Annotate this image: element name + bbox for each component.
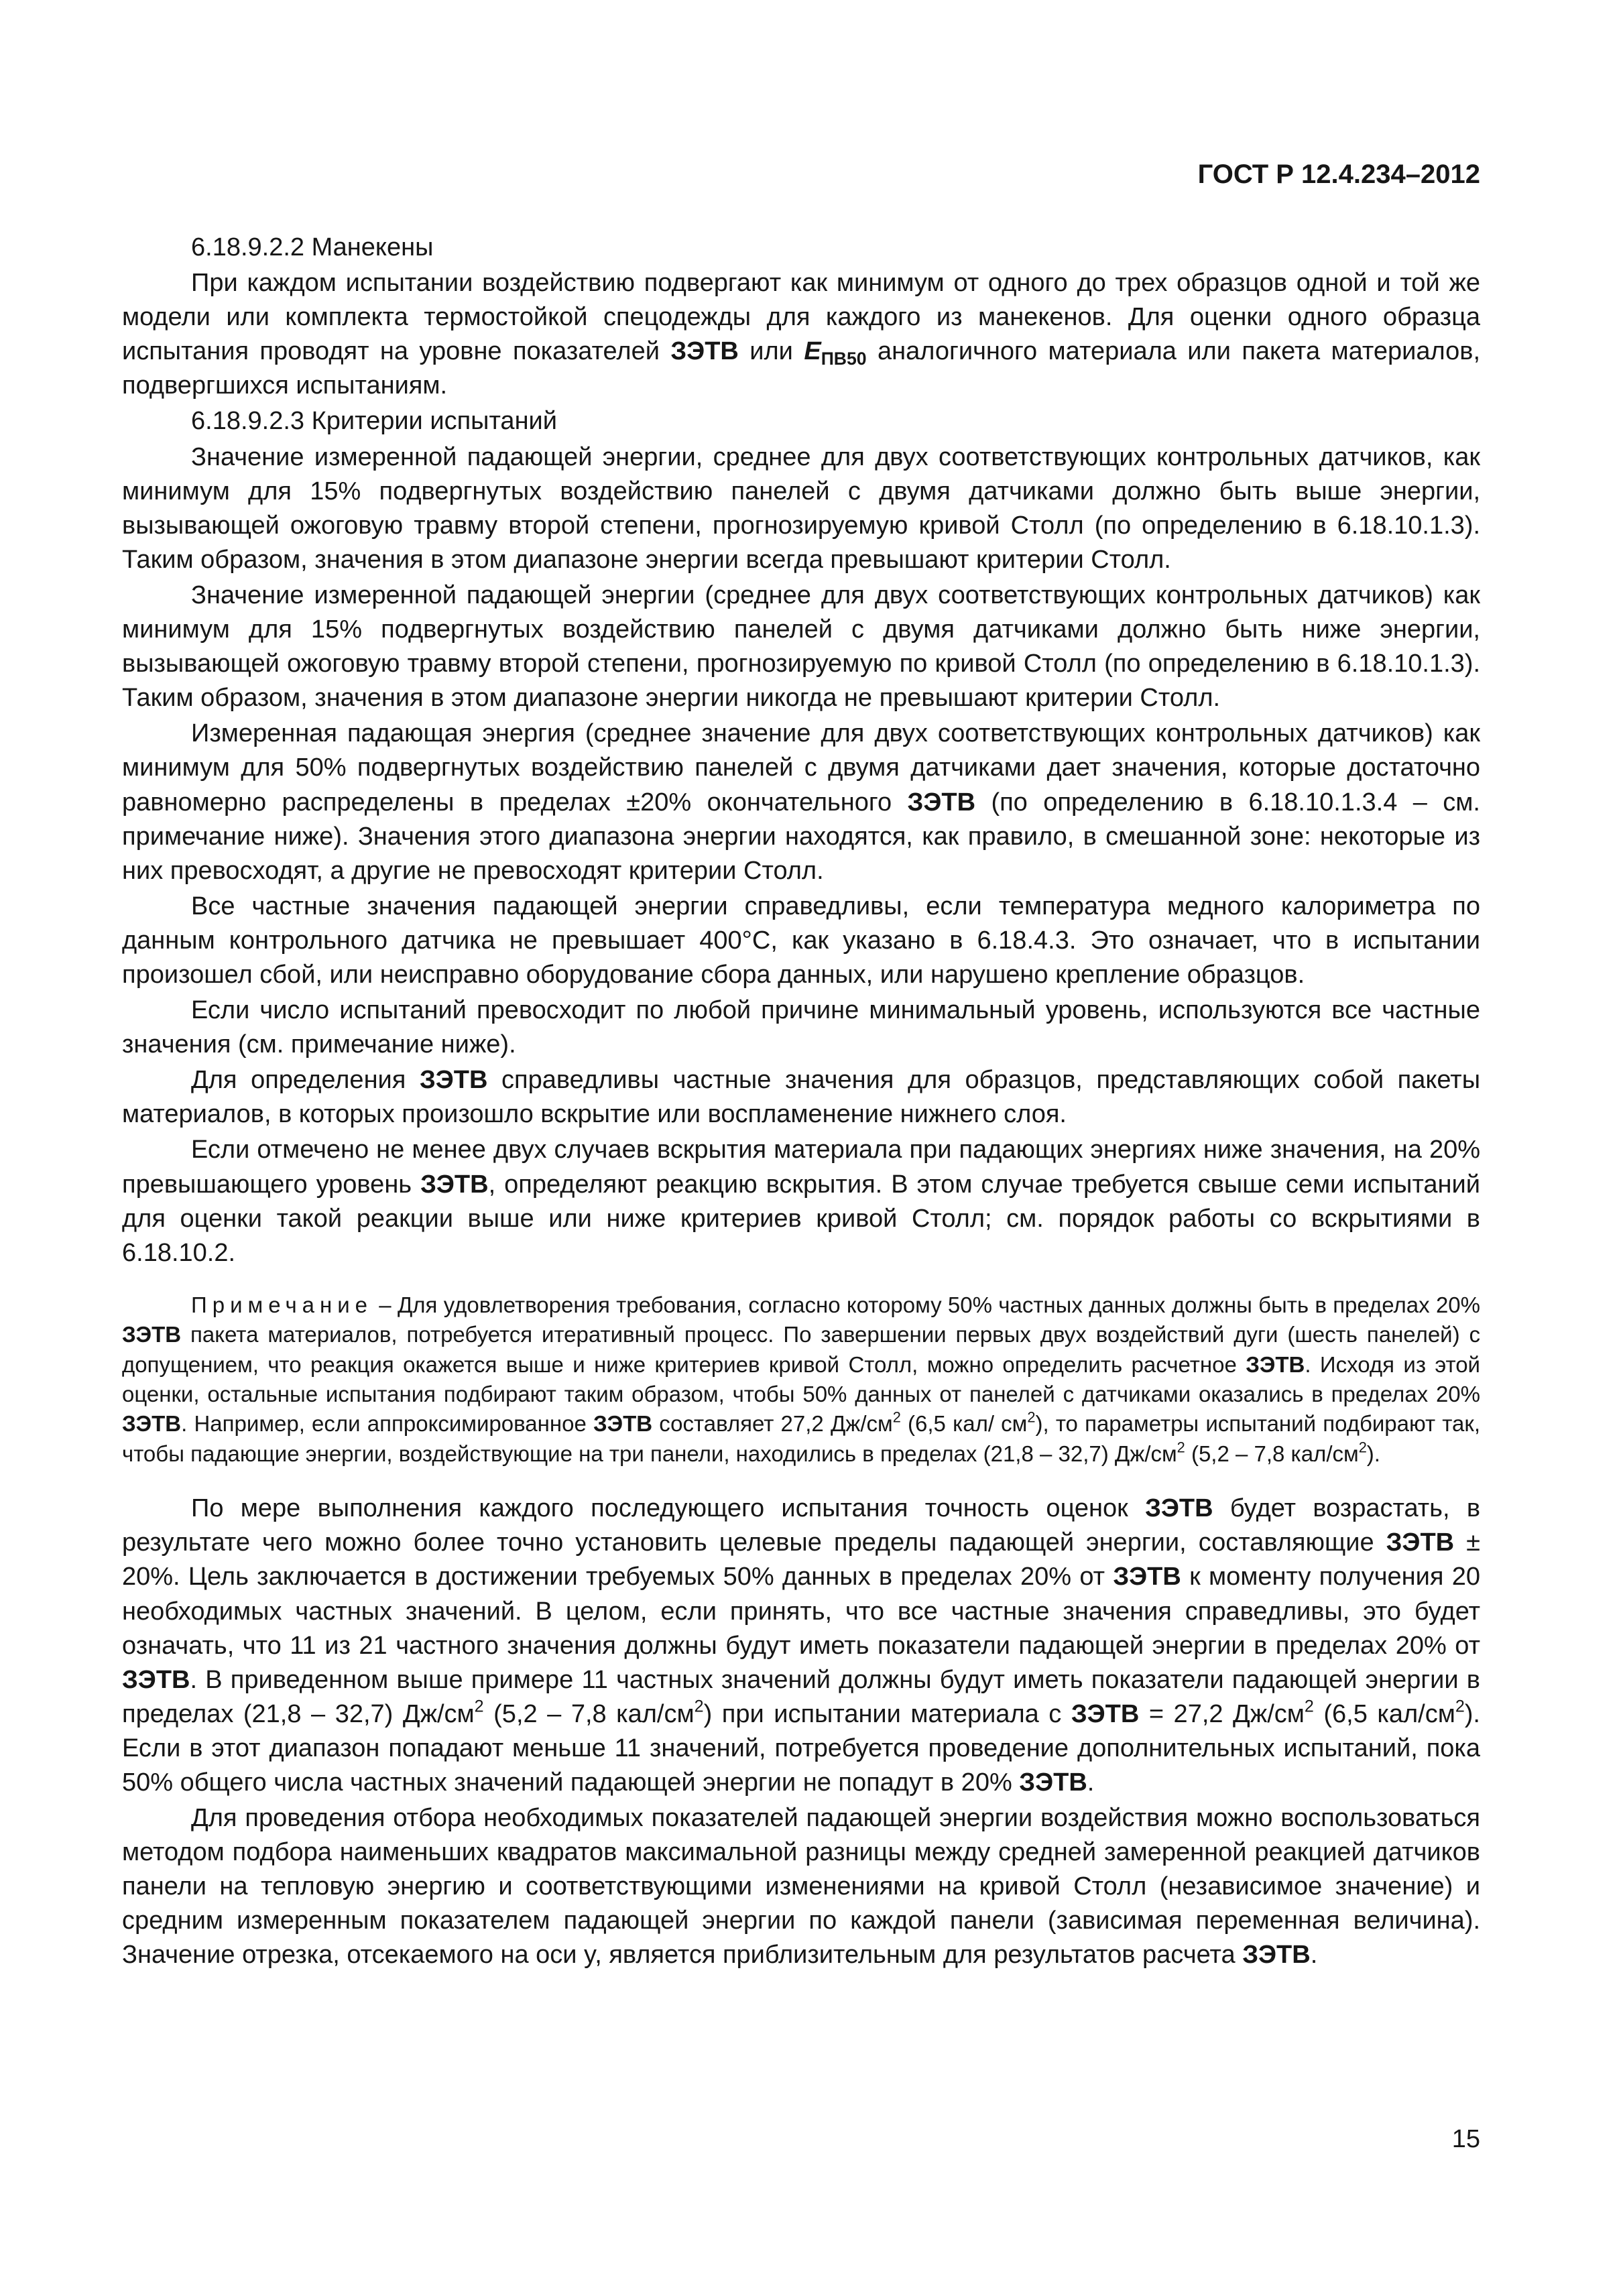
paragraph-criteria-below: Значение измеренной падающей энергии (среднее для двух соответствующих контрольных датчиков) как минимум для 15% подвергнутых воздействию панелей с двумя датчиками должно быть ниже энергии, вызывающей ожоговую травму второй степени, прогнозируемую по кривой Столл (по определению в 6.18.10.1.3). Таким образом, значения в этом диапазоне энергии никогда не превышают критерии Столл. [122, 581, 1480, 713]
symbol-subscript: ПВ50 [821, 349, 867, 369]
term-zetv: ЗЭТВ [122, 1322, 182, 1347]
text-run: будет возрастать, в результате чего можно более точно установить целевые пределы падающей энергии, составляющие [122, 1494, 1481, 1557]
paragraph-least-squares [122, 1801, 1480, 1972]
text-run: . Например, если аппроксимированное [181, 1411, 593, 1437]
text-run: По мере выполнения каждого последующего испытания точность оценок [191, 1494, 1146, 1523]
text-run: При каждом испытании воздействию подвергают как минимум от одного до трех образцов одной и той же модели или комплекта термостойкой спецодежды для каждого из манекенов. Для оценки одного образца испытания проводят на уровне показателей [122, 269, 1480, 366]
text-run: ). [1366, 1441, 1380, 1466]
section-heading-6-18-9-2-2: 6.18.9.2.2 Манекены [191, 233, 434, 261]
term-zetv: ЗЭТВ [419, 1066, 488, 1095]
text-run: ) при испытании материала с [703, 1699, 1071, 1728]
superscript: 2 [1358, 1439, 1367, 1456]
text-run: пакета материалов, потребуется итеративный процесс. По завершении первых двух воздействий дуги (шесть панелей) с допущением, что реакция окажется выше и ниже критериев кривой Столл, можно определить расчетное [122, 1322, 1480, 1377]
superscript: 2 [892, 1408, 901, 1426]
term-zetv: ЗЭТВ [907, 788, 976, 817]
term-zetv: ЗЭТВ [670, 337, 739, 366]
superscript: 2 [1304, 1697, 1314, 1716]
page-number: 15 [1451, 2125, 1480, 2153]
text-run: (5,2 – 7,8 кал/см [1185, 1441, 1359, 1466]
text-run: (5,2 – 7,8 кал/см [483, 1699, 695, 1728]
text-run: (6,5 кал/ см [900, 1411, 1028, 1437]
text-run: . [1087, 1768, 1095, 1797]
symbol-e-pv50 [804, 337, 867, 369]
text-run: составляет 27,2 Дж/см [652, 1411, 893, 1437]
term-zetv: ЗЭТВ [1242, 1941, 1311, 1970]
text-run: к моменту получения 20 необходимых частных значений. В целом, если принять, что все частные значения справедливы, это будет означать, что 11 из 21 частного значения должны будут иметь показатели падающей энергии в пределах 20% от [122, 1563, 1480, 1660]
term-zetv: ЗЭТВ [1246, 1351, 1305, 1377]
superscript: 2 [474, 1697, 484, 1716]
text-run: . В приведенном выше примере 11 частных значений должны будут иметь показатели падающей энергии в пределах (21,8 – 32,7) Дж/см [122, 1665, 1480, 1728]
text-run: Если отмечено не менее двух случаев вскрытия материала при падающих энергиях ниже значения, на 20% превышающего уровень [122, 1136, 1480, 1199]
superscript: 2 [1455, 1697, 1465, 1716]
superscript: 2 [1177, 1439, 1185, 1456]
term-zetv: ЗЭТВ [1113, 1563, 1181, 1591]
text-run: аналогичного материала или пакета материалов, подвергшихся испытаниям. [122, 337, 1480, 400]
text-run: Для определения [191, 1066, 420, 1095]
text-run: . Исходя из этой оценки, остальные испытания подбирают таким образом, чтобы 50% данных от панелей с датчиками оказались в пределах 20% [122, 1351, 1480, 1407]
term-zetv: ЗЭТВ [122, 1411, 182, 1437]
text-run: (6,5 кал/см [1313, 1699, 1455, 1728]
term-zetv: ЗЭТВ [1019, 1768, 1087, 1797]
text-run: = 27,2 Дж/см [1139, 1699, 1305, 1728]
note-block [122, 1290, 1480, 1469]
term-zetv: ЗЭТВ [1386, 1528, 1455, 1557]
paragraph-packages [122, 1063, 1480, 1132]
note-label: Примечание [191, 1292, 373, 1317]
superscript: 2 [694, 1697, 704, 1716]
text-run: – Для удовлетворения требования, согласно которому 50% частных данных должны быть в пределах 20% [373, 1292, 1480, 1317]
term-zetv: ЗЭТВ [1145, 1494, 1213, 1523]
text-run: . [1310, 1941, 1318, 1970]
paragraph-valid-values: Все частные значения падающей энергии справедливы, если температура медного калориметра по данным контрольного датчика не превышает 400°С, как указано в 6.18.4.3. Это означает, что в испытании произошел сбой, или неисправно оборудование сбора данных, или нарушено крепление образцов. [122, 892, 1480, 989]
term-zetv: ЗЭТВ [593, 1411, 653, 1437]
paragraph-criteria-above: Значение измеренной падающей энергии, среднее для двух соответствующих контрольных датчиков, как минимум для 15% подвергнутых воздействию панелей с двумя датчиками должно быть выше энергии, вызывающей ожоговую травму второй степени, прогнозируемую кривой Столл (по определению в 6.18.10.1.3). Таким образом, значения в этом диапазоне энергии всегда превышают критерии Столл. [122, 442, 1480, 574]
term-zetv: ЗЭТВ [1071, 1699, 1140, 1728]
page-body [122, 231, 1480, 1974]
text-run: или [738, 337, 804, 366]
superscript: 2 [1027, 1408, 1036, 1426]
text-run: ), то параметры испытаний подбирают так, чтобы падающие энергии, воздействующие на три панели, находились в пределах (21,8 – 32,7) Дж/см [122, 1411, 1481, 1466]
paragraph-accuracy [122, 1492, 1480, 1800]
text-run: , определяют реакцию вскрытия. В этом случае требуется свыше семи испытаний для оценки такой реакции выше или ниже критериев кривой Столл; см. порядок работы со вскрытиями в 6.18.10.2. [122, 1170, 1480, 1267]
term-zetv: ЗЭТВ [420, 1170, 489, 1199]
text-run: ± 20%. Цель заключается в достижении требуемых 50% данных в пределах 20% от [122, 1528, 1480, 1591]
text-run: справедливы частные значения для образцов, представляющих собой пакеты материалов, в которых произошло вскрытие или воспламенение нижнего слоя. [122, 1066, 1481, 1129]
document-code-header: ГОСТ Р 12.4.234–2012 [1197, 160, 1480, 189]
symbol-e: E [804, 337, 821, 366]
paragraph-criteria-mixed [122, 717, 1480, 888]
paragraph-breakopen [122, 1133, 1480, 1270]
term-zetv: ЗЭТВ [122, 1665, 190, 1694]
text-run: Для проведения отбора необходимых показателей падающей энергии воздействия можно воспользоваться методом подбора наименьших квадратов максимальной разницы между средней замеренной реакцией датчиков панели на тепловую энергию и соответствующими изменениями на кривой Столл (независимое значение) и средним измеренным показателем падающей энергии по каждой панели (зависимая переменная величина). Значение отрезка, отсекаемого на оси y, является приблизительным для результатов расчета [122, 1804, 1480, 1970]
text-run: ). Если в этот диапазон попадают меньше 11 значений, потребуется проведение дополнительных испытаний, пока 50% общего числа частных значений падающей энергии не попадут в 20% [122, 1699, 1480, 1797]
section-heading-6-18-9-2-3: 6.18.9.2.3 Критерии испытаний [191, 407, 558, 436]
text-run: Измеренная падающая энергия (среднее значение для двух соответствующих контрольных датчиков) как минимум для 50% подвергнутых воздействию панелей с двумя датчиками дает значения, которые достаточно равномерно распределены в пределах ±20% окончательного [122, 719, 1480, 817]
paragraph-test-count: Если число испытаний превосходит по любой причине минимальный уровень, используются все частные значения (см. примечание ниже). [122, 996, 1480, 1059]
text-run: (по определению в 6.18.10.1.3.4 – см. примечание ниже). Значения этого диапазона энергии находятся, как правило, в смешанной зоне: некоторые из них превосходят, а другие не превосходят критерии Столл. [122, 788, 1480, 885]
paragraph-mannequins [122, 266, 1480, 403]
